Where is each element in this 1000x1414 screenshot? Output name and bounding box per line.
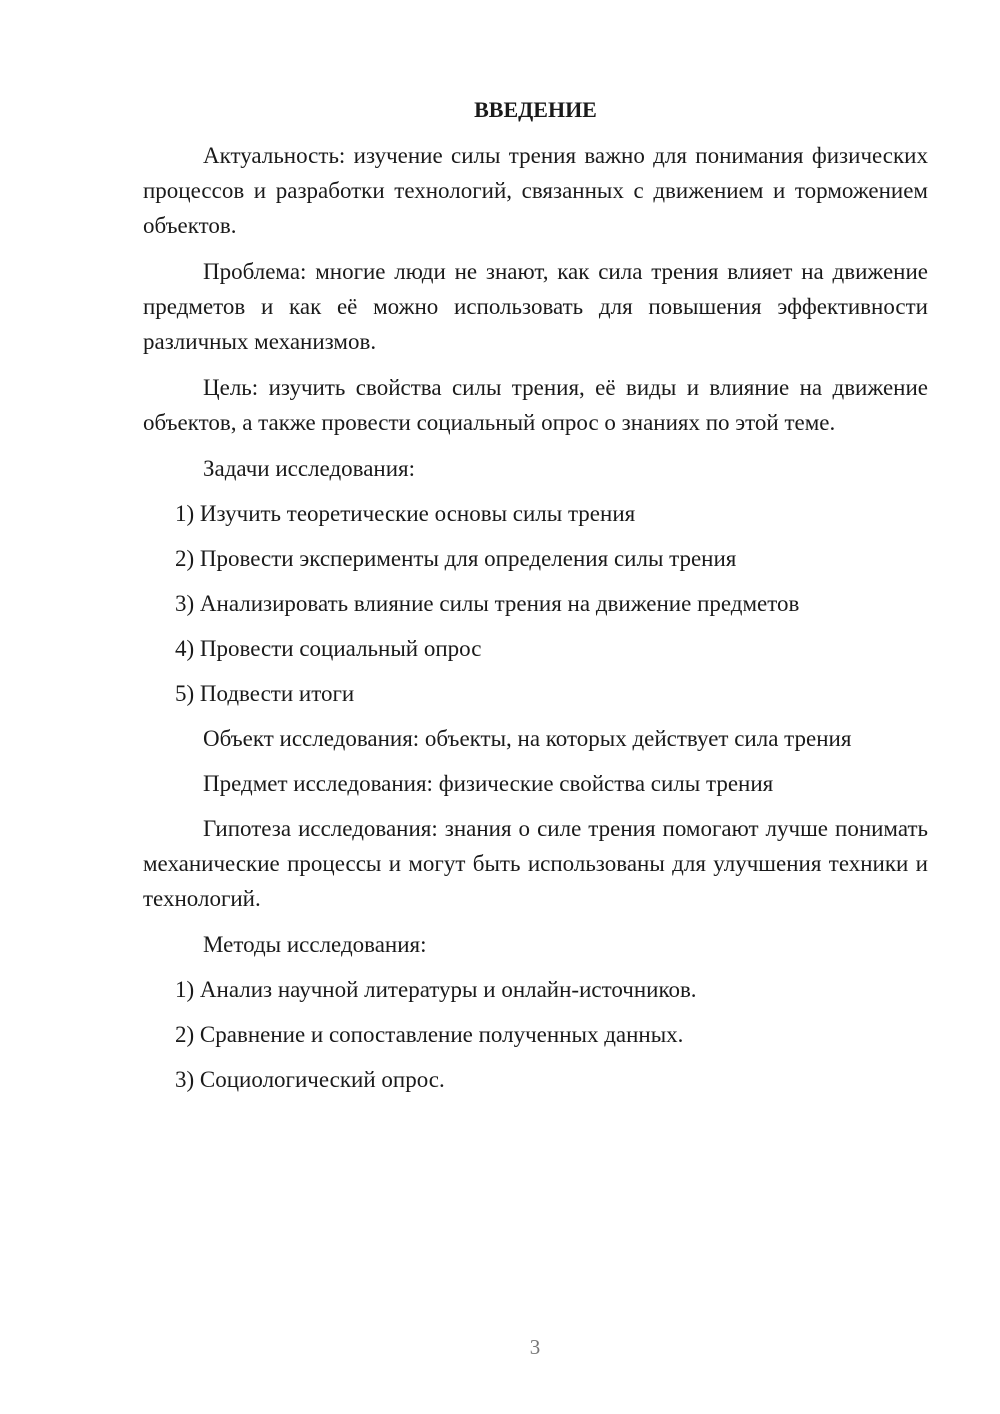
method-item: 2) Сравнение и сопоставление полученных данных. — [175, 1022, 684, 1047]
task-item: 5) Подвести итоги — [175, 681, 355, 706]
methods-list — [143, 972, 928, 1097]
tasks-heading: Задачи исследования: — [203, 456, 416, 481]
section-title: ВВЕДЕНИЕ — [474, 97, 597, 122]
problem-paragraph: Проблема: многие люди не знают, как сила трения влияет на движение предметов и как её можно использовать для повышения эффективности различных механизмов. — [143, 259, 928, 354]
task-item: 3) Анализировать влияние силы трения на движение предметов — [175, 591, 800, 616]
method-item: 1) Анализ научной литературы и онлайн-источников. — [175, 977, 697, 1002]
method-item: 3) Социологический опрос. — [175, 1067, 445, 1092]
tasks-list — [143, 496, 928, 711]
task-item: 1) Изучить теоретические основы силы трения — [175, 501, 636, 526]
research-object: Объект исследования: объекты, на которых действует сила трения — [203, 726, 852, 751]
task-item: 2) Провести эксперименты для определения силы трения — [175, 546, 737, 571]
methods-heading: Методы исследования: — [203, 932, 427, 957]
task-item: 4) Провести социальный опрос — [175, 636, 482, 661]
page-number: 3 — [529, 1335, 541, 1359]
research-subject: Предмет исследования: физические свойства силы трения — [203, 771, 774, 796]
relevance-paragraph: Актуальность: изучение силы трения важно для понимания физических процессов и разработки технологий, связанных с движением и торможением объектов. — [143, 143, 928, 238]
goal-paragraph: Цель: изучить свойства силы трения, её виды и влияние на движение объектов, а также провести социальный опрос о знаниях по этой теме. — [143, 375, 928, 435]
document-body — [143, 92, 928, 1107]
hypothesis-paragraph: Гипотеза исследования: знания о силе трения помогают лучше понимать механические процессы и могут быть использованы для улучшения техники и технологий. — [143, 816, 928, 911]
